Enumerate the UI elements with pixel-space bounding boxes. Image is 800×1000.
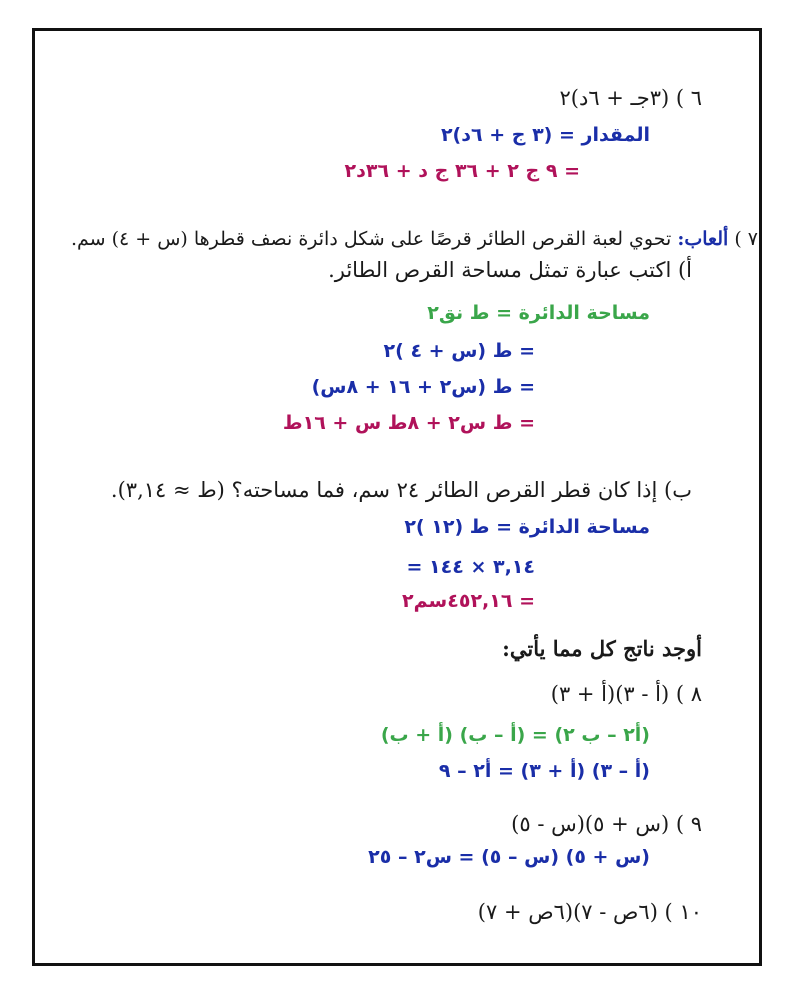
q7-a-answer-2: = ط (س + ٤ )٢ [383, 340, 535, 362]
q7-b-answer-3: = ٤٥٢,١٦سم٢ [402, 590, 535, 612]
q7-number: ٧ ) [734, 228, 758, 250]
q8-answer-1: (أ٢ – ب ٢) = (أ – ب) (أ + ب) [380, 724, 650, 746]
q7-keyword: ألعاب: [677, 228, 729, 250]
q10-line: ١٠ ) (٦ص - ٧)(٦ص + ٧) [477, 900, 702, 924]
q7-stem-line [71, 228, 758, 250]
q9-line: ٩ ) (س + ٥)(س - ٥) [511, 812, 702, 836]
q7-part-a-question: أ) اكتب عبارة تمثل مساحة القرص الطائر. [328, 258, 692, 282]
q6-answer-1: المقدار = (٣ ج + ٦د)٢ [440, 124, 650, 146]
q8-answer-2: (أ – ٣) (أ + ٣) = أ٢ – ٩ [438, 760, 650, 782]
q6-line: ٦ ) (٣جـ + ٦د)٢ [559, 86, 702, 110]
q7-stem: تحوي لعبة القرص الطائر قرصًا على شكل دائرة نصف قطرها (س + ٤) سم. [70, 228, 672, 250]
q8-line: ٨ ) (أ - ٣)(أ + ٣) [550, 682, 702, 706]
q7-part-b-question: ب) إذا كان قطر القرص الطائر ٢٤ سم، فما مساحته؟ (ط ≈ ٣,١٤). [110, 478, 692, 502]
q7-a-answer-4: = ط س٢ + ٨ط س + ١٦ط [282, 412, 535, 434]
q7-a-answer-3: = ط (س٢ + ١٦ + ٨س) [311, 376, 535, 398]
q6-answer-2: = ٩ ج ٢ + ٣٦ ج د + ٣٦د٢ [344, 160, 580, 182]
q7-b-answer-2: = ٣,١٤ × ١٤٤ [406, 556, 535, 578]
instruction-heading: أوجد ناتج كل مما يأتي: [502, 636, 702, 661]
q7-b-answer-1: مساحة الدائرة = ط (١٢ )٢ [404, 516, 650, 538]
q9-answer-1: (س + ٥) (س – ٥) = س٢ – ٢٥ [368, 846, 650, 868]
q7-a-answer-1: مساحة الدائرة = ط نق٢ [427, 302, 650, 324]
